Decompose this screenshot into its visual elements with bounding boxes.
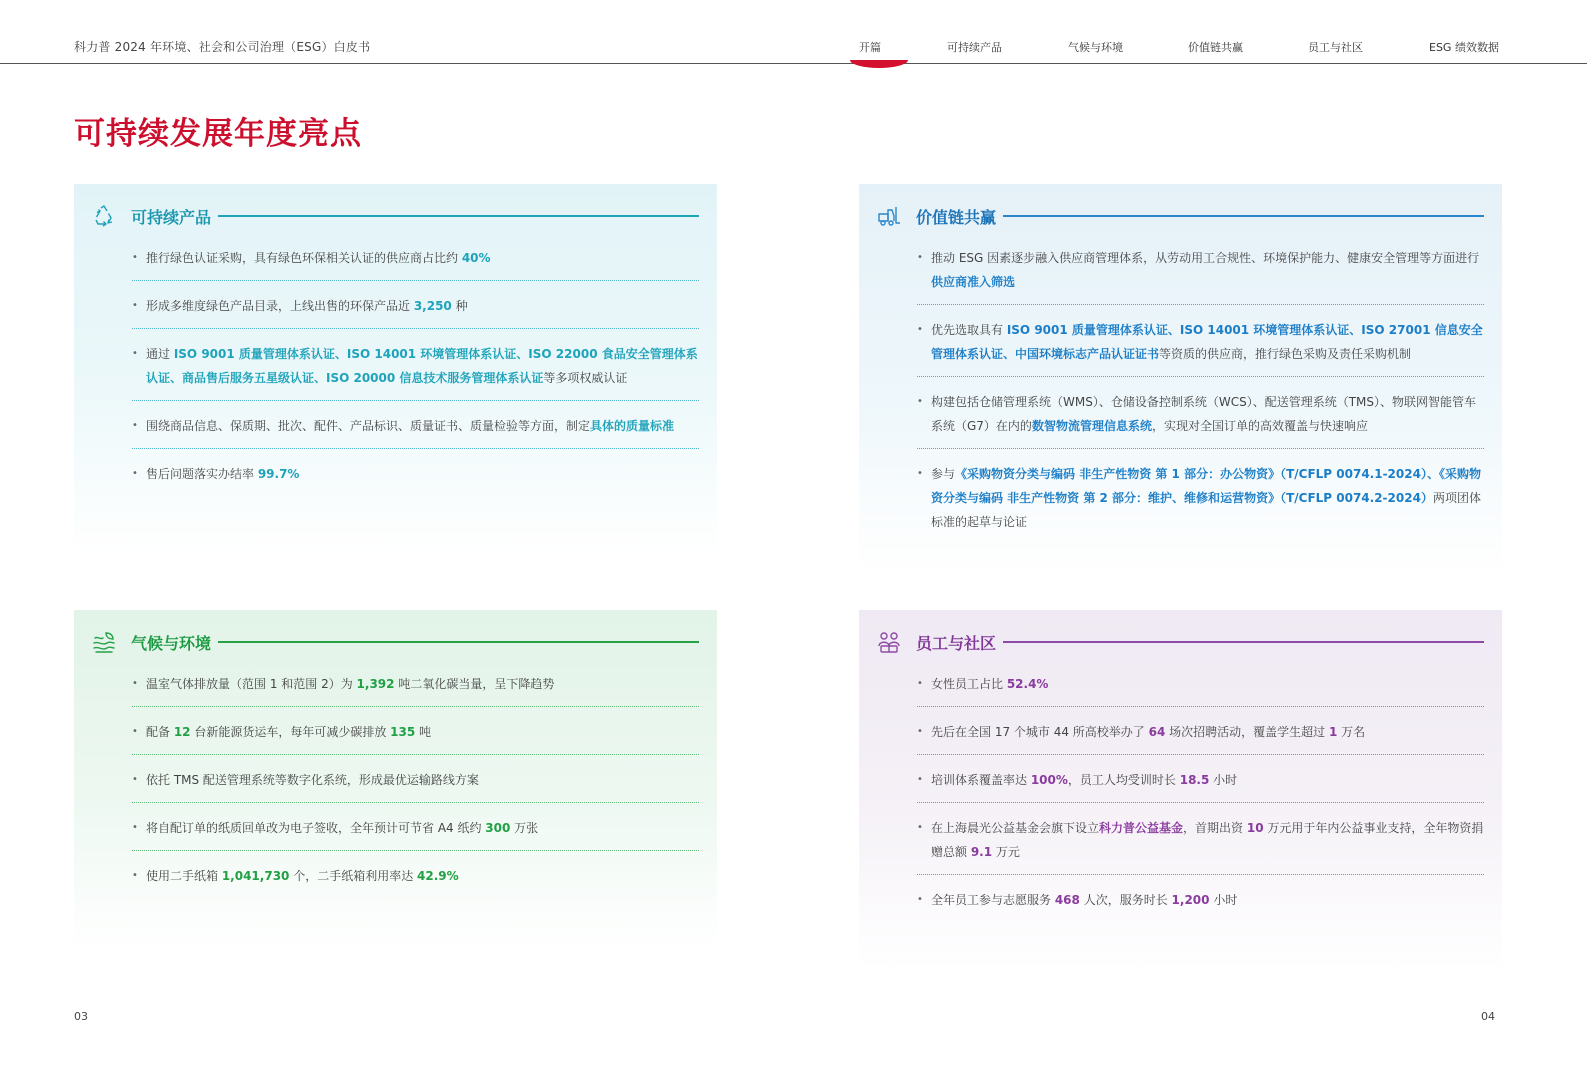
document-title: 科力普 2024 年环境、社会和公司治理（ESG）白皮书	[74, 40, 371, 54]
item-text: 推动 ESG 因素逐步融入供应商管理体系，从劳动用工合规性、环境保护能力、健康安全管理等方面进行	[931, 251, 1480, 265]
recycle-icon	[92, 204, 116, 228]
card-title-rule	[218, 215, 699, 217]
list-item	[132, 294, 699, 329]
nav-item-value-chain[interactable]: 价值链共赢	[1188, 41, 1243, 54]
highlight-text: 135	[390, 725, 416, 739]
highlight-text: 100%	[1030, 773, 1068, 787]
item-text: 小时	[1209, 773, 1238, 787]
bullet-list	[917, 246, 1484, 557]
highlight-text: 42.9%	[417, 869, 459, 883]
highlight-text: 9.1	[970, 845, 993, 859]
card-title: 员工与社区	[916, 634, 997, 653]
card-title: 可持续产品	[131, 208, 212, 227]
highlight-text: 3,250	[413, 299, 452, 313]
top-nav	[0, 39, 1587, 59]
nav-item-climate[interactable]: 气候与环境	[1068, 41, 1123, 54]
nav-item-employees[interactable]: 员工与社区	[1308, 41, 1363, 54]
card-employees	[859, 610, 1502, 970]
card-header	[877, 628, 1484, 656]
nav-item-esg-data[interactable]: ESG 绩效数据	[1429, 41, 1499, 54]
page-number-left: 03	[74, 1010, 88, 1023]
card-title: 气候与环境	[131, 634, 212, 653]
highlight-text: 1,200	[1171, 893, 1210, 907]
list-item	[132, 768, 699, 803]
item-text: 种	[451, 299, 468, 313]
item-text: 推行绿色认证采购，具有绿色环保相关认证的供应商占比约	[146, 251, 462, 265]
item-text: 女性员工占比	[931, 677, 1007, 691]
list-item	[917, 246, 1484, 305]
highlight-text: ISO 9001 质量管理体系认证、ISO 14001 环境管理体系认证、ISO 27001 信息安全管理体系认证、中国环境标志产品认证证书	[931, 323, 1483, 361]
header-divider	[0, 63, 1587, 64]
forklift-icon	[877, 204, 901, 228]
list-item	[917, 720, 1484, 755]
highlight-text: 数智物流管理信息系统	[1031, 419, 1152, 433]
highlight-text: 64	[1148, 725, 1166, 739]
list-item	[132, 414, 699, 449]
item-text: 构建包括仓储管理系统（WMS）、仓储设备控制系统（WCS）、配送管理系统（TMS）、物联网智能管车系统（G7）在内的	[931, 395, 1477, 433]
bullet-list	[917, 672, 1484, 935]
list-item	[132, 816, 699, 851]
item-text: 优先选取具有	[931, 323, 1007, 337]
item-text: 将自配订单的纸质回单改为电子签收，全年预计可节省 A4 纸约	[146, 821, 486, 835]
card-title: 价值链共赢	[916, 208, 997, 227]
bullet-list	[132, 246, 699, 509]
item-text: 全年员工参与志愿服务	[931, 893, 1055, 907]
item-text: 在上海晨光公益基金会旗下设立	[931, 821, 1100, 835]
highlight-text: 1,392	[356, 677, 395, 691]
item-text: 万张	[510, 821, 539, 835]
item-text: ，实现对全国订单的高效覆盖与快速响应	[1151, 419, 1368, 433]
highlight-text: 99.7%	[257, 467, 300, 481]
list-item	[132, 246, 699, 281]
highlight-text: 12	[173, 725, 191, 739]
page-title: 可持续发展年度亮点	[74, 116, 362, 152]
item-text: 两项团体标准的起草与论证	[931, 491, 1481, 529]
item-text: 形成多维度绿色产品目录，上线出售的环保产品近	[146, 299, 414, 313]
highlight-text: ISO 9001 质量管理体系认证、ISO 14001 环境管理体系认证、ISO 22000 食品安全管理体系认证、商品售后服务五星级认证、ISO 20000 信息技术服务管理体系认证	[146, 347, 698, 385]
list-item	[132, 720, 699, 755]
card-title-rule	[218, 641, 699, 643]
item-text: 培训体系覆盖率达	[931, 773, 1031, 787]
highlight-text: 1,041,730	[221, 869, 290, 883]
list-item	[917, 768, 1484, 803]
list-item	[132, 342, 699, 401]
item-text: 等多项权威认证	[543, 371, 628, 385]
card-header	[92, 202, 699, 230]
list-item	[917, 390, 1484, 449]
item-text: 场次招聘活动，覆盖学生超过	[1165, 725, 1329, 739]
item-text: 万名	[1337, 725, 1366, 739]
list-item	[917, 318, 1484, 377]
leaf-wind-icon	[92, 630, 116, 654]
item-text: 吨二氧化碳当量，呈下降趋势	[394, 677, 555, 691]
item-text: 小时	[1209, 893, 1238, 907]
card-title-rule	[1003, 641, 1484, 643]
item-text: 台新能源货运车，每年可减少碳排放	[190, 725, 391, 739]
item-text: 依托 TMS 配送管理系统等数字化系统，形成最优运输路线方案	[146, 773, 479, 787]
item-text: 人次，服务时长	[1079, 893, 1172, 907]
highlight-text: 1	[1328, 725, 1338, 739]
highlight-text: 52.4%	[1006, 677, 1049, 691]
highlight-text: 科力普公益基金	[1099, 821, 1184, 835]
card-value-chain	[859, 184, 1502, 574]
item-text: 万元用于年内公益事业支持，全年物资捐赠总额	[931, 821, 1484, 859]
nav-item-opening[interactable]: 开篇	[859, 41, 881, 54]
list-item	[917, 672, 1484, 707]
list-item	[917, 888, 1484, 922]
item-text: 温室气体排放量（范围 1 和范围 2）为	[146, 677, 357, 691]
list-item	[132, 672, 699, 707]
highlight-text: 10	[1246, 821, 1264, 835]
card-header	[92, 628, 699, 656]
card-header	[877, 202, 1484, 230]
card-title-rule	[1003, 215, 1484, 217]
item-text: 配备	[146, 725, 174, 739]
nav-active-indicator	[850, 60, 908, 68]
item-text: 吨	[415, 725, 432, 739]
highlight-text: 供应商准入筛选	[931, 275, 1016, 289]
item-text: 参与	[931, 467, 956, 481]
item-text: ，首期出资	[1183, 821, 1247, 835]
item-text: ，员工人均受训时长	[1067, 773, 1180, 787]
item-text: 先后在全国 17 个城市 44 所高校举办了	[931, 725, 1149, 739]
item-text: 通过	[146, 347, 174, 361]
nav-item-sustainable-products[interactable]: 可持续产品	[947, 41, 1002, 54]
item-text: 使用二手纸箱	[146, 869, 222, 883]
page-number-right: 04	[1481, 1010, 1495, 1023]
item-text: 售后问题落实办结率	[146, 467, 258, 481]
highlight-text: 40%	[461, 251, 491, 265]
highlight-text: 18.5	[1179, 773, 1210, 787]
item-text: 万元	[992, 845, 1020, 859]
list-item	[132, 864, 699, 898]
item-text: 个，二手纸箱利用率达	[289, 869, 418, 883]
list-item	[132, 462, 699, 496]
card-climate	[74, 610, 717, 950]
list-item	[917, 816, 1484, 875]
item-text: 围绕商品信息、保质期、批次、配件、产品标识、质量证书、质量检验等方面，制定	[146, 419, 591, 433]
bullet-list	[132, 672, 699, 911]
item-text: 等资质的供应商，推行绿色采购及责任采购机制	[1159, 347, 1412, 361]
people-icon	[877, 630, 901, 654]
highlight-text: 《采购物资分类与编码 非生产性物资 第 1 部分：办公物资》（T/CFLP 0074.1-2024）、《采购物资分类与编码 非生产性物资 第 2 部分：维护、维修和运营物资》（T/CFLP 0074.2-2024）	[931, 467, 1481, 505]
highlight-text: 468	[1054, 893, 1080, 907]
card-sustainable-products	[74, 184, 717, 554]
highlight-text: 具体的质量标准	[590, 419, 675, 433]
list-item	[917, 462, 1484, 544]
highlight-text: 300	[485, 821, 511, 835]
